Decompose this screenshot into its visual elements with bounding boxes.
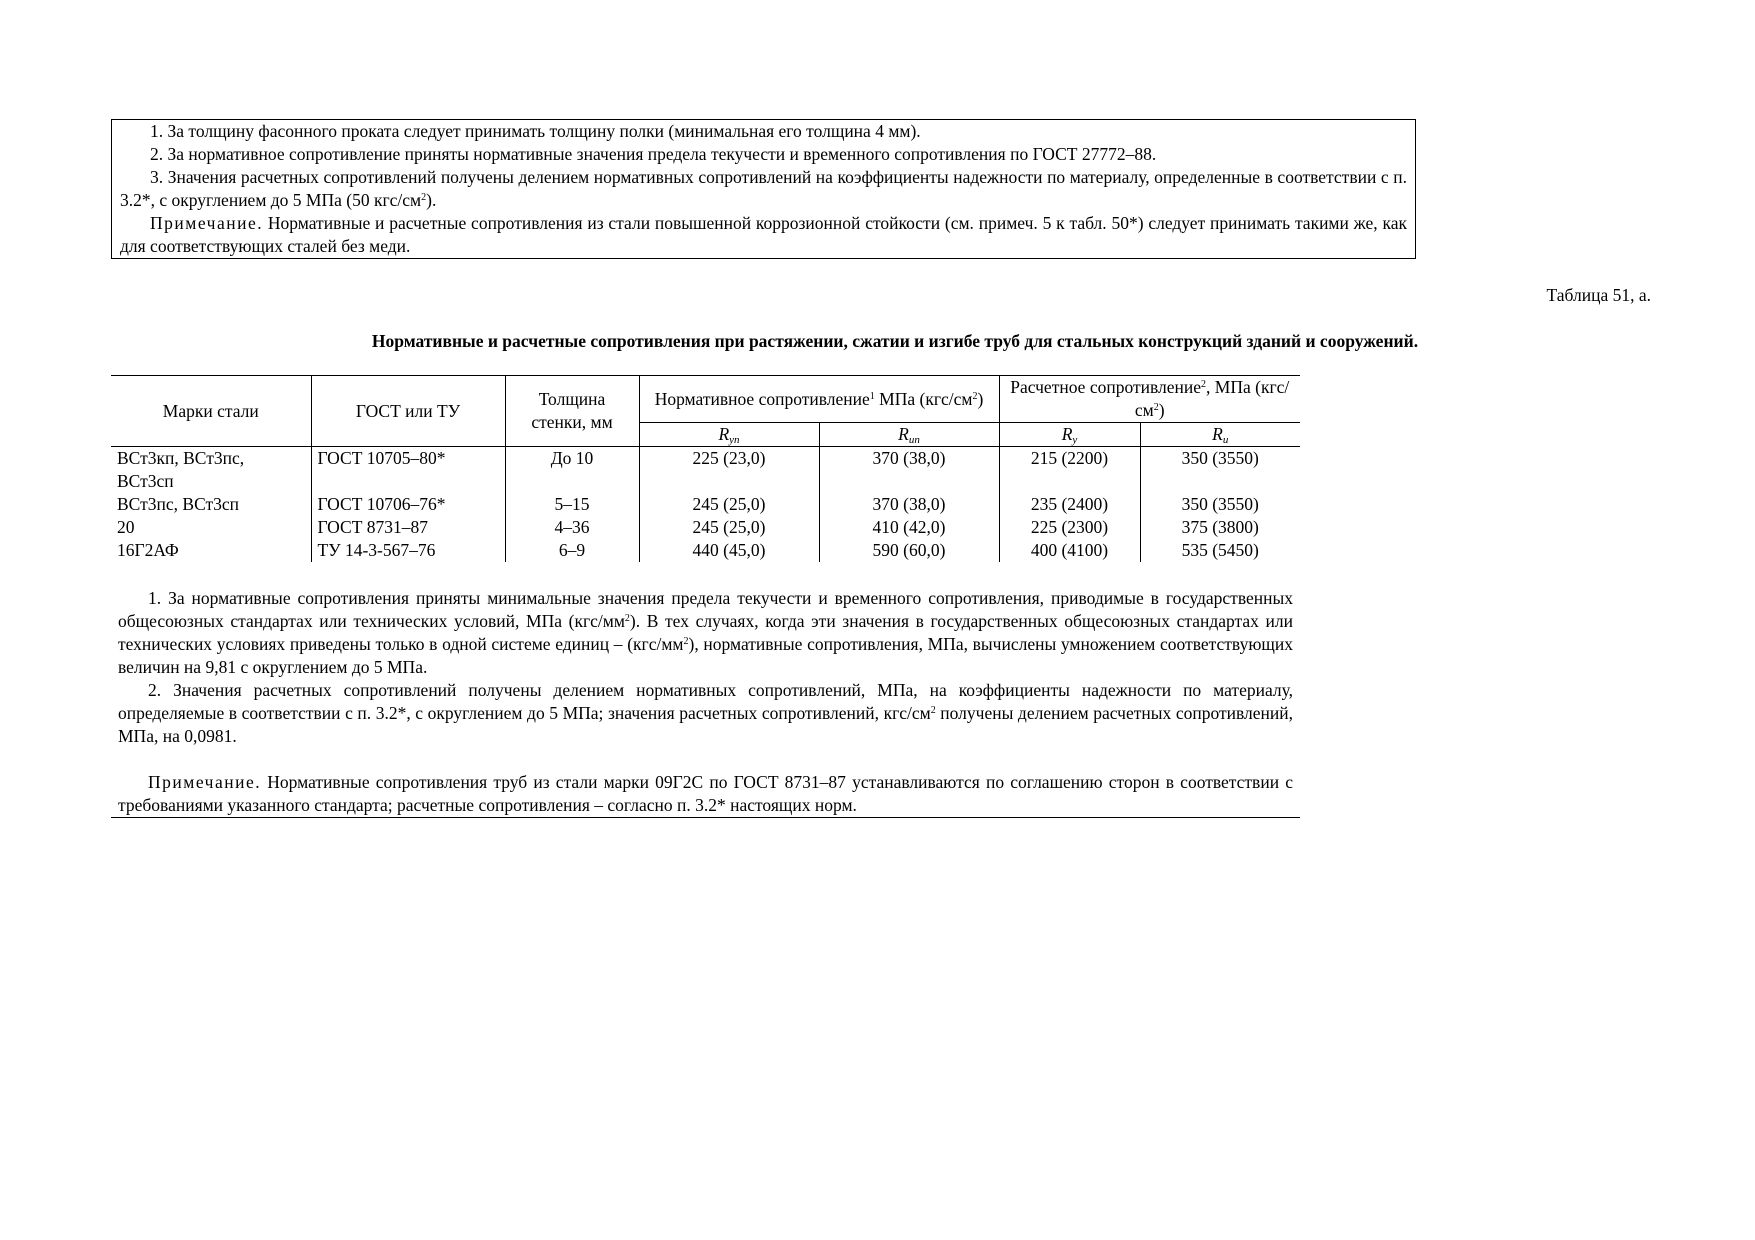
top-notes-box [111,119,1416,259]
cell-thickness: 6–9 [505,539,639,562]
cell-ru: 350 (3550) [1181,448,1259,468]
remark-text: Нормативные сопротивления труб из стали марки 09Г2С по ГОСТ 8731–87 устанавливаются по соглашению сторон в соответствии с требованиями указанного стандарта; расчетные сопротивления – согласно п. 3.2* настоящих норм. [118,772,1293,815]
remark-label: Примечание. [150,213,264,233]
cell-ryn: 245 (25,0) [639,493,819,516]
cell-ryn: 245 (25,0) [639,516,819,539]
superscript: 2 [972,390,978,402]
note-2-text: 2. Значения расчетных сопротивлений получены делением нормативных сопротивлений, МПа, на коэффициенты надежности по материалу, определяемые в соответствии с п. 3.2*, с округлением до 5 МПа; значения расчетных сопротивлений, кгс/см [118,680,1293,723]
superscript: 2 [1201,379,1207,390]
top-note-3 [120,166,1407,212]
cell-ryn: 440 (45,0) [639,539,819,562]
symbol-index: u [1222,434,1229,446]
remark-label: Примечание. [148,772,262,792]
cell-ryn: 225 (23,0) [639,447,819,494]
design-label: Расчетное сопротивление [1010,377,1202,397]
symbol: R [1061,424,1073,444]
top-note-1: 1. За толщину фасонного проката следует принимать толщину полки (минимальная его толщина 4 мм). [150,121,921,141]
cell-run: 370 (38,0) [819,493,999,516]
table-number: Таблица 51, а. [1546,285,1651,305]
cell-gost: ГОСТ 8731–87 [311,516,505,539]
superscript: 2 [1153,402,1159,413]
header-gost: ГОСТ или ТУ [311,376,505,447]
superscript: 2 [624,613,630,624]
superscript: 2 [930,705,936,716]
cell-ry: 215 (2200) [999,447,1140,494]
subheader-run [819,423,999,447]
subheader-ru [1140,423,1300,447]
cell-ru: 375 (3800) [1181,517,1259,537]
table-row [111,493,1300,516]
note-1-text: ), нормативные сопротивления, МПа, вычислены умножением соответствующих величин на 9,81 с округлением до 5 МПа. [118,634,1293,677]
design-unit: , МПа (кгс/см [1134,377,1290,420]
header-row [111,376,1300,423]
cell-run: 590 (60,0) [819,539,999,562]
note-2-text: получены делением расчетных сопротивлений, МПа, на 0,0981. [118,703,1293,746]
subheader-ryn [639,423,819,447]
cell-ry: 235 (2400) [999,493,1140,516]
cell-steel-grade: ВСт3пс, ВСт3сп [111,493,311,516]
symbol-index: y [1072,434,1078,446]
superscript: 1 [869,390,875,402]
table-row [111,447,1300,494]
subheader-ry [999,423,1140,447]
cell-thickness: До 10 [505,447,639,494]
top-note-3-text: 3. Значения расчетных сопротивлений получены делением нормативных сопротивлений на коэффициенты надежности по материалу, определенные в соответствии с п. 3.2*, с округлением до 5 МПа (50 кгс/см [120,167,1407,210]
cell-run: 410 (42,0) [819,516,999,539]
cell-steel-grade: ВСт3кп, ВСт3пс, ВСт3сп [111,447,311,494]
cell-gost: ГОСТ 10706–76* [311,493,505,516]
superscript: 2 [683,636,689,647]
top-note-remark [120,212,1407,258]
symbol-index: un [908,434,920,446]
cell-ry: 225 (2300) [999,516,1140,539]
note-1-text: 1. За нормативные сопротивления приняты минимальные значения предела текучести и временного сопротивления, приводимые в государственных общесоюзных стандартах или технических условий, МПа (кгс/мм [118,588,1293,631]
table-title: Нормативные и расчетные сопротивления при растяжении, сжатии и изгибе труб для стальных конструкций зданий и сооружений. [371,331,1419,351]
cell-thickness: 5–15 [505,493,639,516]
top-note-2: 2. За нормативное сопротивление приняты нормативные значения предела текучести и временного сопротивления по ГОСТ 27772–88. [150,144,1157,164]
bottom-note-remark [118,771,1293,817]
symbol: R [718,424,730,444]
header-normative [639,376,999,423]
normative-label: Нормативное сопротивление [654,388,870,409]
superscript: 2 [421,192,427,203]
header-steel-grade: Марки стали [111,376,311,447]
symbol: R [898,424,909,444]
header-thickness: Толщина стенки, мм [505,376,639,447]
cell-run: 370 (38,0) [819,447,999,494]
cell-steel-grade: 20 [111,516,311,539]
table-row [111,539,1300,562]
symbol-index: yn [729,434,740,446]
cell-ru: 535 (5450) [1181,540,1259,560]
table-row [111,516,1300,539]
cell-gost: ГОСТ 10705–80* [311,447,505,494]
bottom-note-1 [118,587,1293,679]
normative-unit: МПа (кгс/см [874,388,973,409]
resistance-table [111,375,1300,562]
cell-gost: ТУ 14-3-567–76 [311,539,505,562]
remark-text: Нормативные и расчетные сопротивления из стали повышенной коррозионной стойкости (см. примеч. 5 к табл. 50*) следует принимать такими же, как для соответствующих сталей без меди. [120,213,1407,256]
normative-unit-end: ) [977,388,984,409]
top-note-3-end: ). [426,190,437,210]
design-unit-end: ) [1158,400,1165,420]
header-design [999,376,1300,423]
cell-steel-grade: 16Г2АФ [111,539,311,562]
symbol: R [1212,424,1223,444]
spacer [118,748,1293,771]
bottom-note-2 [118,679,1293,748]
bottom-notes [111,587,1300,818]
cell-ry: 400 (4100) [999,539,1140,562]
note-1-text: ). В тех случаях, когда эти значения в государственных общесоюзных стандартах или технических условиях приведены только в одной системе единиц – (кгс/мм [118,611,1293,654]
cell-thickness: 4–36 [505,516,639,539]
cell-ru: 350 (3550) [1181,494,1259,514]
